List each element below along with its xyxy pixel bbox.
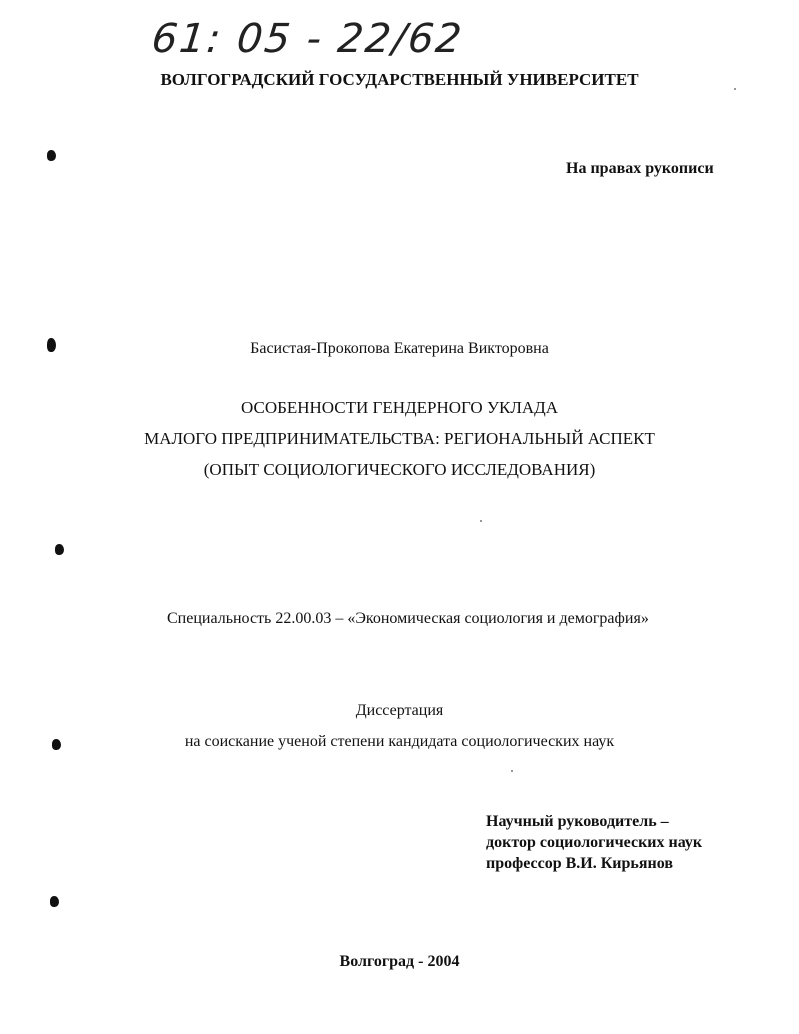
scan-speck: [480, 520, 482, 522]
binder-hole-mark: [55, 544, 64, 555]
binder-hole-mark: [52, 739, 61, 750]
binder-hole-mark: [47, 338, 56, 352]
university-name: ВОЛГОГРАДСКИЙ ГОСУДАРСТВЕННЫЙ УНИВЕРСИТЕТ: [160, 70, 639, 89]
binder-hole-mark: [47, 150, 56, 161]
supervisor-line-3: профессор В.И. Кирьянов: [486, 855, 673, 872]
specialty-line: Специальность 22.00.03 – «Экономическая социология и демография»: [167, 610, 649, 627]
dissertation-degree: на соискание ученой степени кандидата социологических наук: [184, 733, 615, 750]
manuscript-rights-label: На правах рукописи: [566, 160, 714, 177]
archive-number-handwritten: 61: 05 - 22/62: [149, 16, 466, 62]
title-line-3: (ОПЫТ СОЦИОЛОГИЧЕСКОГО ИССЛЕДОВАНИЯ): [203, 460, 596, 479]
city-year: Волгоград - 2004: [339, 953, 460, 970]
supervisor-line-2: доктор социологических наук: [486, 834, 703, 851]
title-line-1: ОСОБЕННОСТИ ГЕНДЕРНОГО УКЛАДА: [241, 398, 558, 417]
dissertation-type: Диссертация: [355, 702, 444, 719]
title-line-2: МАЛОГО ПРЕДПРИНИМАТЕЛЬСТВА: РЕГИОНАЛЬНЫЙ АСПЕКТ: [144, 429, 655, 448]
binder-hole-mark: [50, 896, 59, 907]
author-name: Басистая-Прокопова Екатерина Викторовна: [250, 340, 549, 357]
scan-speck: [511, 770, 513, 772]
supervisor-line-1: Научный руководитель –: [486, 813, 669, 830]
scan-speck: [734, 88, 736, 90]
